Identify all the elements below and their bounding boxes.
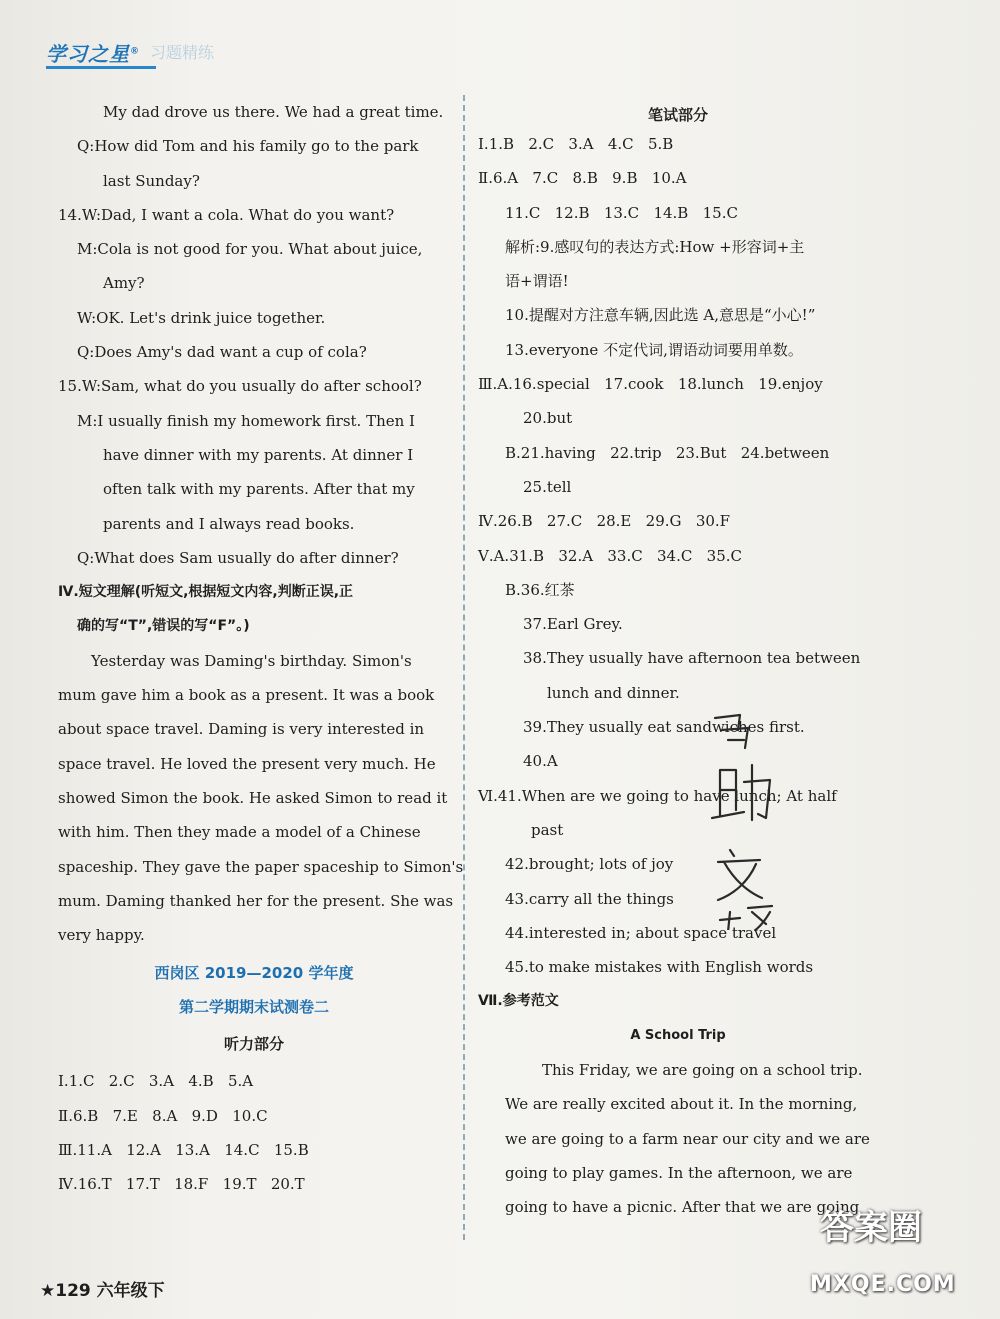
transcript-line: 15.W:Sam, what do you usually do after school? (58, 377, 422, 396)
answer-line: Ⅰ.1.B 2.C 3.A 4.C 5.B (478, 135, 674, 153)
right-column (478, 95, 878, 1225)
answer-line: Ⅱ.6.B 7.E 8.A 9.D 10.C (58, 1106, 268, 1125)
answer-line: Ⅱ.6.A 7.C 8.B 9.B 10.A (478, 169, 687, 188)
grade-label: 六年级下 (96, 1281, 165, 1301)
explanation-line: 解析:9.感叹句的表达方式:How +形容词+主 (505, 237, 805, 256)
transcript-line: W:OK. Let's drink juice together. (77, 308, 326, 327)
transcript-line: 14.W:Dad, I want a cola. What do you want? (58, 205, 395, 224)
answer-line: Ⅳ.16.T 17.T 18.F 19.T 20.T (58, 1175, 305, 1194)
answer-line: 42.brought; lots of joy (505, 855, 674, 874)
page-number: 129 (55, 1281, 91, 1301)
page-footer (40, 1276, 165, 1301)
watermark-text: 答案圈 (820, 1208, 922, 1248)
transcript-line: M:Cola is not good for you. What about juice, (77, 240, 423, 259)
answer-line: B.36.红茶 (505, 580, 575, 599)
essay-line: We are really excited about it. In the morning, (505, 1095, 858, 1114)
transcript-line: M:I usually finish my homework first. Then I (77, 411, 415, 430)
handwritten-note (700, 700, 790, 930)
answer-line: 44.interested in; about space travel (505, 923, 777, 942)
transcript-line: My dad drove us there. We had a great time. (103, 103, 444, 121)
essay-line: This Friday, we are going on a school trip. (542, 1061, 863, 1080)
essay-line: we are going to a farm near our city and we are (505, 1129, 870, 1148)
passage-line: about space travel. Daming is very interested in (58, 720, 425, 739)
answer-line: past (531, 820, 564, 839)
header-underline (46, 66, 156, 69)
left-column (58, 95, 464, 1202)
answer-line: 37.Earl Grey. (523, 615, 623, 634)
listening-heading: 听力部分 (223, 1035, 284, 1054)
essay-title: A School Trip (630, 1027, 726, 1043)
answer-line: B.21.having 22.trip 23.But 24.between (505, 443, 830, 462)
answer-line: 39.They usually eat sandwiches first. (523, 718, 805, 737)
passage-line: space travel. He loved the present very much. He (58, 754, 436, 773)
answer-line: Ⅲ.11.A 12.A 13.A 14.C 15.B (58, 1141, 309, 1160)
star-icon: ★ (40, 1281, 56, 1301)
essay-line: going to play games. In the afternoon, we are (505, 1163, 853, 1182)
answer-line: Ⅴ.A.31.B 32.A 33.C 34.C 35.C (478, 546, 742, 565)
exam-title: 西岗区 2019—2020 学年度 (154, 964, 354, 983)
section-instruction: Ⅳ.短文理解(听短文,根据短文内容,判断正误,正 (58, 584, 354, 601)
written-heading: 笔试部分 (647, 106, 708, 124)
passage-line: mum gave him a book as a present. It was a book (58, 686, 435, 705)
answer-line: Ⅲ.A.16.special 17.cook 18.lunch 19.enjoy (478, 375, 823, 394)
answer-line: Ⅳ.26.B 27.C 28.E 29.G 30.F (478, 512, 731, 531)
answer-line: 11.C 12.B 13.C 14.B 15.C (505, 203, 738, 222)
transcript-line: Q:Does Amy's dad want a cup of cola? (77, 343, 367, 362)
transcript-line: last Sunday? (103, 171, 200, 190)
registered-mark: ® (130, 46, 140, 57)
brand-logo (46, 38, 140, 67)
explanation-line: 13.everyone 不定代词,谓语动词要用单数。 (505, 340, 803, 359)
header-faded-text: 习题精练 (150, 43, 215, 62)
essay-line: going to have a picnic. After that we are going (505, 1198, 860, 1217)
answer-line: 43.carry all the things (505, 889, 674, 908)
transcript-line: Q:What does Sam usually do after dinner? (77, 548, 399, 567)
answer-line: 40.A (523, 752, 558, 771)
explanation-line: 语+谓语! (505, 272, 569, 291)
passage-line: Yesterday was Daming's birthday. Simon's (91, 651, 412, 670)
answer-line: Ⅰ.1.C 2.C 3.A 4.B 5.A (58, 1072, 254, 1091)
answer-line: 25.tell (523, 477, 572, 496)
explanation-line: 10.提醒对方注意车辆,因此选 A,意思是“小心!” (505, 306, 816, 325)
answer-line: lunch and dinner. (547, 683, 680, 702)
passage-line: spaceship. They gave the paper spaceship to Simon's (58, 857, 464, 876)
watermark-url: MXQE.COM (810, 1272, 956, 1297)
answer-line: 45.to make mistakes with English words (505, 958, 814, 977)
transcript-line: often talk with my parents. After that my (103, 480, 415, 499)
column-divider (463, 95, 465, 1240)
section-instruction: 确的写“T”,错误的写“F”。) (77, 618, 250, 635)
transcript-line: Q:How did Tom and his family go to the park (77, 137, 419, 156)
answer-line: 38.They usually have afternoon tea between (523, 649, 861, 668)
site-watermark (800, 1200, 990, 1310)
passage-line: very happy. (58, 926, 145, 945)
transcript-line: parents and I always read books. (103, 514, 355, 533)
answer-line: 20.but (523, 409, 573, 428)
passage-line: showed Simon the book. He asked Simon to read it (58, 788, 448, 807)
transcript-line: have dinner with my parents. At dinner I (103, 445, 414, 464)
brand-logo-text: 学习之星 (46, 42, 130, 66)
passage-line: with him. Then they made a model of a Chinese (58, 823, 421, 842)
passage-line: mum. Daming thanked her for the present. She was (58, 891, 454, 910)
exam-subtitle: 第二学期期末试测卷二 (178, 998, 329, 1017)
transcript-line: Amy? (103, 274, 145, 293)
answer-line: Ⅵ.41.When are we going to have lunch; At half (478, 786, 837, 805)
section-heading-sample-essay: Ⅶ.参考范文 (478, 993, 559, 1010)
